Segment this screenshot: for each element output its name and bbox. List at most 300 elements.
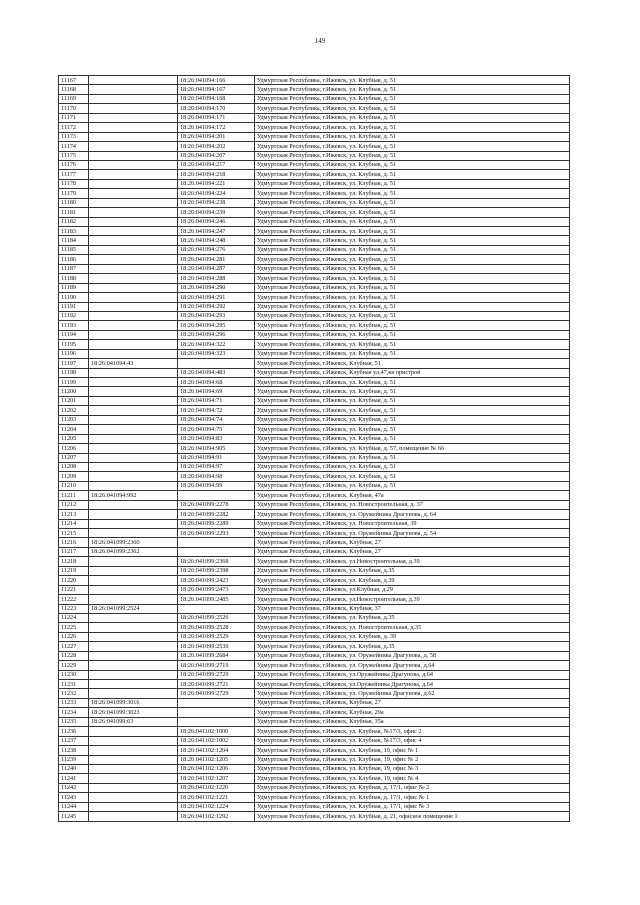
object-address: Удмуртская Республика, г.Ижевск, ул.Оружейника Драгунова, д.64 bbox=[255, 680, 570, 689]
table-row bbox=[59, 189, 570, 198]
object-address: Удмуртская Республика, г.Ижевск, ул. Клубная, д. 39 bbox=[255, 632, 570, 641]
object-address: Удмуртская Республика, г.Ижевск, ул. Клубная, №17/3, офис 4 bbox=[255, 736, 570, 745]
object-cadastral-number: 18:26:041099:2721 bbox=[178, 680, 255, 689]
table-row bbox=[59, 632, 570, 641]
object-cadastral-number: 18:26:041099:2719 bbox=[178, 661, 255, 670]
parcel-cadastral-number bbox=[89, 236, 178, 245]
parcel-cadastral-number bbox=[89, 689, 178, 698]
parcel-cadastral-number bbox=[89, 472, 178, 481]
object-address: Удмуртская Республика, г.Ижевск, Клубная, 27 bbox=[255, 538, 570, 547]
table-row bbox=[59, 104, 570, 113]
row-number: 11244 bbox=[59, 802, 89, 811]
object-address: Удмуртская Республика, г.Ижевск, ул. Оружейника Драгунова, д.64 bbox=[255, 661, 570, 670]
table-row bbox=[59, 755, 570, 764]
object-cadastral-number: 18:26:041094:246 bbox=[178, 217, 255, 226]
parcel-cadastral-number bbox=[89, 274, 178, 283]
row-number: 11231 bbox=[59, 680, 89, 689]
object-cadastral-number: 18:26:041094:68 bbox=[178, 378, 255, 387]
table-row bbox=[59, 746, 570, 755]
parcel-cadastral-number bbox=[89, 500, 178, 509]
row-number: 11216 bbox=[59, 538, 89, 547]
table-row bbox=[59, 802, 570, 811]
row-number: 11207 bbox=[59, 453, 89, 462]
object-address: Удмуртская Республика, г.Ижевск, ул.Оружейника Драгунова, д.64 bbox=[255, 670, 570, 679]
row-number: 11209 bbox=[59, 472, 89, 481]
row-number: 11204 bbox=[59, 425, 89, 434]
row-number: 11227 bbox=[59, 642, 89, 651]
row-number: 11167 bbox=[59, 76, 89, 85]
object-address: Удмуртская Республика, г.Ижевск, ул. Клубная, д. 51 bbox=[255, 132, 570, 141]
object-cadastral-number: 18:26:041094:201 bbox=[178, 132, 255, 141]
object-cadastral-number: 18:26:041094:171 bbox=[178, 113, 255, 122]
parcel-cadastral-number bbox=[89, 434, 178, 443]
object-address: Удмуртская Республика, г.Ижевск, ул. Клубная, д. 51 bbox=[255, 170, 570, 179]
table-row bbox=[59, 132, 570, 141]
object-cadastral-number: 18:26:041094:217 bbox=[178, 160, 255, 169]
row-number: 11229 bbox=[59, 661, 89, 670]
row-number: 11170 bbox=[59, 104, 89, 113]
row-number: 11196 bbox=[59, 349, 89, 358]
object-cadastral-number: 18:26:041102:1204 bbox=[178, 746, 255, 755]
table-row bbox=[59, 708, 570, 717]
object-address: Удмуртская Республика, г.Ижевск, ул. Клубная, 19, офис № 2 bbox=[255, 755, 570, 764]
object-address: Удмуртская Республика, г.Ижевск, ул. Клубная, д. 51 bbox=[255, 434, 570, 443]
parcel-cadastral-number bbox=[89, 85, 178, 94]
object-address: Удмуртская Республика, г.Ижевск, ул.Новостроительная, д.39 bbox=[255, 595, 570, 604]
row-number: 11243 bbox=[59, 793, 89, 802]
object-address: Удмуртская Республика, г.Ижевск, ул. Клубная, д.35 bbox=[255, 566, 570, 575]
parcel-cadastral-number bbox=[89, 255, 178, 264]
parcel-cadastral-number bbox=[89, 802, 178, 811]
parcel-cadastral-number bbox=[89, 170, 178, 179]
parcel-cadastral-number bbox=[89, 774, 178, 783]
parcel-cadastral-number bbox=[89, 444, 178, 453]
row-number: 11195 bbox=[59, 340, 89, 349]
row-number: 11183 bbox=[59, 227, 89, 236]
object-cadastral-number: 18:26:041102:1224 bbox=[178, 802, 255, 811]
row-number: 11201 bbox=[59, 396, 89, 405]
row-number: 11223 bbox=[59, 604, 89, 613]
table-row bbox=[59, 198, 570, 207]
parcel-cadastral-number bbox=[89, 189, 178, 198]
table-row bbox=[59, 76, 570, 85]
object-address: Удмуртская Республика, г.Ижевск, Клубная, 27 bbox=[255, 547, 570, 556]
row-number: 11228 bbox=[59, 651, 89, 660]
table-row bbox=[59, 689, 570, 698]
table-row bbox=[59, 444, 570, 453]
parcel-cadastral-number bbox=[89, 566, 178, 575]
object-address: Удмуртская Республика, г.Ижевск, ул. Клубная, д. 51 bbox=[255, 340, 570, 349]
object-address: Удмуртская Республика, г.Ижевск, ул. Клубная, д.35 bbox=[255, 642, 570, 651]
object-cadastral-number: 18:26:041094:69 bbox=[178, 387, 255, 396]
table-row bbox=[59, 321, 570, 330]
object-cadastral-number: 18:26:041094:168 bbox=[178, 94, 255, 103]
object-cadastral-number: 18:26:041094:239 bbox=[178, 208, 255, 217]
table-row bbox=[59, 208, 570, 217]
object-cadastral-number: 18:26:041094:293 bbox=[178, 311, 255, 320]
object-address: Удмуртская Республика, г.Ижевск, ул. Клубная, д. 17/1, офис № 2 bbox=[255, 783, 570, 792]
object-address: Удмуртская Республика, г.Ижевск, ул. Клубная, д. 51 bbox=[255, 406, 570, 415]
parcel-cadastral-number bbox=[89, 378, 178, 387]
table-row bbox=[59, 227, 570, 236]
object-address: Удмуртская Республика, г.Ижевск, ул.Клубная, д.29 bbox=[255, 585, 570, 594]
table-row bbox=[59, 481, 570, 490]
parcel-cadastral-number bbox=[89, 481, 178, 490]
object-address: Удмуртская Республика, г.Ижевск, ул. Новостроительная, д. 37 bbox=[255, 500, 570, 509]
table-row bbox=[59, 529, 570, 538]
table-row bbox=[59, 406, 570, 415]
parcel-cadastral-number bbox=[89, 123, 178, 132]
row-number: 11235 bbox=[59, 717, 89, 726]
row-number: 11220 bbox=[59, 576, 89, 585]
table-row bbox=[59, 698, 570, 707]
object-address: Удмуртская Республика, г.Ижевск, ул. Клубная, 19, офис № 1 bbox=[255, 746, 570, 755]
parcel-cadastral-number bbox=[89, 311, 178, 320]
table-row bbox=[59, 651, 570, 660]
row-number: 11169 bbox=[59, 94, 89, 103]
table-row bbox=[59, 425, 570, 434]
parcel-cadastral-number bbox=[89, 453, 178, 462]
object-cadastral-number: 18:26:041094:247 bbox=[178, 227, 255, 236]
table-row bbox=[59, 359, 570, 368]
object-address: Удмуртская Республика, г.Ижевск, ул. Клубная, д. 51 bbox=[255, 293, 570, 302]
table-row bbox=[59, 245, 570, 254]
object-address: Удмуртская Республика, г.Ижевск, ул. Оружейника Драгунова, д. 58 bbox=[255, 651, 570, 660]
object-address: Удмуртская Республика, г.Ижевск, ул. Клубная, д. 51 bbox=[255, 283, 570, 292]
parcel-cadastral-number: 18:26:041099:2362 bbox=[89, 547, 178, 556]
object-cadastral-number: 18:26:041094:91 bbox=[178, 453, 255, 462]
parcel-cadastral-number bbox=[89, 623, 178, 632]
object-cadastral-number: 18:26:041094:291 bbox=[178, 293, 255, 302]
object-cadastral-number bbox=[178, 604, 255, 613]
object-cadastral-number: 18:26:041099:2398 bbox=[178, 566, 255, 575]
parcel-cadastral-number bbox=[89, 651, 178, 660]
table-row bbox=[59, 547, 570, 556]
object-address: Удмуртская Республика, г.Ижевск, ул. Клубная, д. 51 bbox=[255, 123, 570, 132]
object-cadastral-number: 18:26:041094:290 bbox=[178, 283, 255, 292]
row-number: 11218 bbox=[59, 557, 89, 566]
parcel-cadastral-number bbox=[89, 680, 178, 689]
object-address: Удмуртская Республика, г.Ижевск, ул. Клубная, д. 51 bbox=[255, 311, 570, 320]
row-number: 11226 bbox=[59, 632, 89, 641]
table-row bbox=[59, 151, 570, 160]
row-number: 11215 bbox=[59, 529, 89, 538]
row-number: 11189 bbox=[59, 283, 89, 292]
parcel-cadastral-number bbox=[89, 425, 178, 434]
table-row bbox=[59, 510, 570, 519]
object-address: Удмуртская Республика, г.Ижевск, ул. Клубная, д. 51 bbox=[255, 378, 570, 387]
object-address: Удмуртская Республика, г.Ижевск, ул. Клубная, 19, офис № 3 bbox=[255, 764, 570, 773]
object-address: Удмуртская Республика, г.Ижевск, ул. Клубная, д. 51 bbox=[255, 113, 570, 122]
object-address: Удмуртская Республика, г.Ижевск, ул. Клубная, д. 51 bbox=[255, 179, 570, 188]
object-address: Удмуртская Республика, г.Ижевск, Клубная, 51 bbox=[255, 359, 570, 368]
object-cadastral-number: 18:26:041094:72 bbox=[178, 406, 255, 415]
object-cadastral-number: 18:26:041094:97 bbox=[178, 462, 255, 471]
object-cadastral-number: 18:26:041094:224 bbox=[178, 189, 255, 198]
row-number: 11230 bbox=[59, 670, 89, 679]
object-cadastral-number: 18:26:041094:287 bbox=[178, 264, 255, 273]
parcel-cadastral-number bbox=[89, 264, 178, 273]
table-row bbox=[59, 330, 570, 339]
parcel-cadastral-number: 18:26:041099:3016 bbox=[89, 698, 178, 707]
table-row bbox=[59, 623, 570, 632]
row-number: 11222 bbox=[59, 595, 89, 604]
object-address: Удмуртская Республика, г.Ижевск, ул. Клубная, д. 57, помещение № 66 bbox=[255, 444, 570, 453]
object-cadastral-number: 18:26:041094:322 bbox=[178, 340, 255, 349]
table-row bbox=[59, 793, 570, 802]
object-cadastral-number: 18:26:041099:2530 bbox=[178, 642, 255, 651]
parcel-cadastral-number bbox=[89, 557, 178, 566]
parcel-cadastral-number: 18:26:041099:3023 bbox=[89, 708, 178, 717]
object-cadastral-number: 18:26:041094:288 bbox=[178, 274, 255, 283]
object-address: Удмуртская Республика, г.Ижевск, ул. Клубная, д. 51 bbox=[255, 453, 570, 462]
object-cadastral-number: 18:26:041094:281 bbox=[178, 255, 255, 264]
object-cadastral-number: 18:26:041099:2293 bbox=[178, 529, 255, 538]
parcel-cadastral-number bbox=[89, 245, 178, 254]
parcel-cadastral-number bbox=[89, 321, 178, 330]
parcel-cadastral-number bbox=[89, 104, 178, 113]
object-cadastral-number: 18:26:041094:99 bbox=[178, 481, 255, 490]
object-cadastral-number: 18:26:041094:83 bbox=[178, 434, 255, 443]
object-cadastral-number: 18:26:041094:170 bbox=[178, 104, 255, 113]
row-number: 11208 bbox=[59, 462, 89, 471]
row-number: 11240 bbox=[59, 764, 89, 773]
object-address: Удмуртская Республика, г.Ижевск, ул. Клубная, д. 51 bbox=[255, 321, 570, 330]
object-cadastral-number: 18:26:041099:2278 bbox=[178, 500, 255, 509]
row-number: 11179 bbox=[59, 189, 89, 198]
parcel-cadastral-number bbox=[89, 585, 178, 594]
object-cadastral-number bbox=[178, 717, 255, 726]
row-number: 11190 bbox=[59, 293, 89, 302]
row-number: 11224 bbox=[59, 613, 89, 622]
row-number: 11184 bbox=[59, 236, 89, 245]
parcel-cadastral-number bbox=[89, 510, 178, 519]
row-number: 11173 bbox=[59, 132, 89, 141]
parcel-cadastral-number bbox=[89, 132, 178, 141]
object-cadastral-number bbox=[178, 708, 255, 717]
table-row bbox=[59, 302, 570, 311]
parcel-cadastral-number bbox=[89, 293, 178, 302]
object-cadastral-number: 18:26:041094:166 bbox=[178, 76, 255, 85]
parcel-cadastral-number bbox=[89, 208, 178, 217]
object-address: Удмуртская Республика, г.Ижевск, ул. Клубная, д. 51 bbox=[255, 208, 570, 217]
parcel-cadastral-number bbox=[89, 529, 178, 538]
table-row bbox=[59, 462, 570, 471]
table-row bbox=[59, 585, 570, 594]
object-cadastral-number: 18:26:041094:202 bbox=[178, 142, 255, 151]
table-row bbox=[59, 311, 570, 320]
row-number: 11174 bbox=[59, 142, 89, 151]
parcel-cadastral-number bbox=[89, 349, 178, 358]
row-number: 11192 bbox=[59, 311, 89, 320]
object-cadastral-number: 18:26:041094:172 bbox=[178, 123, 255, 132]
table-row bbox=[59, 519, 570, 528]
object-cadastral-number: 18:26:041102:1002 bbox=[178, 736, 255, 745]
table-row bbox=[59, 774, 570, 783]
object-address: Удмуртская Республика, г.Ижевск, ул. Оружейника Драгунова, д. 64 bbox=[255, 510, 570, 519]
object-address: Удмуртская Республика, г.Ижевск, ул. Оружейника Драгунова, д.62 bbox=[255, 689, 570, 698]
parcel-cadastral-number bbox=[89, 368, 178, 377]
row-number: 11205 bbox=[59, 434, 89, 443]
table-row bbox=[59, 160, 570, 169]
object-cadastral-number: 18:26:041094:75 bbox=[178, 425, 255, 434]
row-number: 11206 bbox=[59, 444, 89, 453]
object-cadastral-number: 18:26:041094:74 bbox=[178, 415, 255, 424]
object-address: Удмуртская Республика, г.Ижевск, Клубная, 27 bbox=[255, 698, 570, 707]
object-address: Удмуртская Республика, г.Ижевск, ул. Клубная, д. 51 bbox=[255, 330, 570, 339]
object-cadastral-number: 18:26:041094:323 bbox=[178, 349, 255, 358]
table-row bbox=[59, 491, 570, 500]
object-address: Удмуртская Республика, г.Ижевск, ул. Клубная, д. 51 bbox=[255, 264, 570, 273]
parcel-cadastral-number bbox=[89, 736, 178, 745]
parcel-cadastral-number bbox=[89, 793, 178, 802]
object-cadastral-number: 18:26:041094:248 bbox=[178, 236, 255, 245]
row-number: 11239 bbox=[59, 755, 89, 764]
table-row bbox=[59, 453, 570, 462]
table-row bbox=[59, 387, 570, 396]
row-number: 11185 bbox=[59, 245, 89, 254]
row-number: 11197 bbox=[59, 359, 89, 368]
object-address: Удмуртская Республика, г.Ижевск, Клубная ул,47,кв пристрой bbox=[255, 368, 570, 377]
object-address: Удмуртская Республика, г.Ижевск, ул. Клубная, д. 51 bbox=[255, 481, 570, 490]
object-cadastral-number: 18:26:041102:1205 bbox=[178, 755, 255, 764]
parcel-cadastral-number bbox=[89, 415, 178, 424]
table-row bbox=[59, 595, 570, 604]
object-address: Удмуртская Республика, г.Ижевск, ул. Клубная, д. 51 bbox=[255, 142, 570, 151]
row-number: 11221 bbox=[59, 585, 89, 594]
parcel-cadastral-number: 18:26:041099:2360 bbox=[89, 538, 178, 547]
parcel-cadastral-number bbox=[89, 746, 178, 755]
row-number: 11171 bbox=[59, 113, 89, 122]
object-address: Удмуртская Республика, г.Ижевск, ул. Клубная, д. 51 bbox=[255, 349, 570, 358]
object-cadastral-number bbox=[178, 359, 255, 368]
parcel-cadastral-number bbox=[89, 812, 178, 821]
parcel-cadastral-number bbox=[89, 283, 178, 292]
object-cadastral-number: 18:26:041102:1207 bbox=[178, 774, 255, 783]
table-row bbox=[59, 349, 570, 358]
object-address: Удмуртская Республика, г.Ижевск, ул. Клубная, д. 51 bbox=[255, 302, 570, 311]
object-cadastral-number: 18:26:041099:2528 bbox=[178, 623, 255, 632]
object-cadastral-number bbox=[178, 491, 255, 500]
registry-table-body bbox=[59, 76, 570, 822]
parcel-cadastral-number bbox=[89, 302, 178, 311]
object-cadastral-number: 18:26:041094:71 bbox=[178, 396, 255, 405]
table-row bbox=[59, 576, 570, 585]
table-row bbox=[59, 727, 570, 736]
parcel-cadastral-number bbox=[89, 519, 178, 528]
object-cadastral-number bbox=[178, 538, 255, 547]
table-row bbox=[59, 264, 570, 273]
table-row bbox=[59, 368, 570, 377]
table-row bbox=[59, 670, 570, 679]
parcel-cadastral-number bbox=[89, 217, 178, 226]
row-number: 11225 bbox=[59, 623, 89, 632]
object-cadastral-number: 18:26:041099:2485 bbox=[178, 595, 255, 604]
object-cadastral-number: 18:26:041094:483 bbox=[178, 368, 255, 377]
table-row bbox=[59, 255, 570, 264]
table-row bbox=[59, 604, 570, 613]
object-cadastral-number: 18:26:041094:295 bbox=[178, 321, 255, 330]
object-address: Удмуртская Республика, г.Ижевск, ул. Клубная, д. 21, офисное помещение 1 bbox=[255, 812, 570, 821]
parcel-cadastral-number bbox=[89, 764, 178, 773]
object-cadastral-number: 18:26:041102:1221 bbox=[178, 793, 255, 802]
row-number: 11232 bbox=[59, 689, 89, 698]
row-number: 11177 bbox=[59, 170, 89, 179]
parcel-cadastral-number bbox=[89, 387, 178, 396]
object-cadastral-number: 18:26:041102:1206 bbox=[178, 764, 255, 773]
object-address: Удмуртская Республика, г.Ижевск, ул. Клубная, д. 51 bbox=[255, 236, 570, 245]
row-number: 11198 bbox=[59, 368, 89, 377]
object-cadastral-number: 18:26:041099:2529 bbox=[178, 632, 255, 641]
table-row bbox=[59, 293, 570, 302]
row-number: 11234 bbox=[59, 708, 89, 717]
parcel-cadastral-number bbox=[89, 755, 178, 764]
object-cadastral-number: 18:26:041094:167 bbox=[178, 85, 255, 94]
table-row bbox=[59, 557, 570, 566]
row-number: 11203 bbox=[59, 415, 89, 424]
row-number: 11168 bbox=[59, 85, 89, 94]
row-number: 11178 bbox=[59, 179, 89, 188]
row-number: 11186 bbox=[59, 255, 89, 264]
parcel-cadastral-number: 18:26:041099:2524 bbox=[89, 604, 178, 613]
table-row bbox=[59, 415, 570, 424]
object-address: Удмуртская Республика, г.Ижевск, ул. Клубная, д. 51 bbox=[255, 104, 570, 113]
object-address: Удмуртская Республика, г.Ижевск, ул.Новостроительная, д.39 bbox=[255, 557, 570, 566]
object-cadastral-number: 18:26:041094:218 bbox=[178, 170, 255, 179]
object-address: Удмуртская Республика, г.Ижевск, ул. Клубная, №17/3, офис 2 bbox=[255, 727, 570, 736]
row-number: 11182 bbox=[59, 217, 89, 226]
parcel-cadastral-number bbox=[89, 462, 178, 471]
table-row bbox=[59, 642, 570, 651]
object-cadastral-number: 18:26:041102:1292 bbox=[178, 812, 255, 821]
table-row bbox=[59, 613, 570, 622]
parcel-cadastral-number: 18:26:041094:43 bbox=[89, 359, 178, 368]
parcel-cadastral-number bbox=[89, 142, 178, 151]
table-row bbox=[59, 170, 570, 179]
parcel-cadastral-number bbox=[89, 783, 178, 792]
object-address: Удмуртская Республика, г.Ижевск, ул. Клубная, д. 51 bbox=[255, 415, 570, 424]
row-number: 11219 bbox=[59, 566, 89, 575]
parcel-cadastral-number bbox=[89, 613, 178, 622]
row-number: 11187 bbox=[59, 264, 89, 273]
table-row bbox=[59, 717, 570, 726]
object-address: Удмуртская Республика, г.Ижевск, ул. Новостроительная, 39 bbox=[255, 519, 570, 528]
object-address: Удмуртская Республика, г.Ижевск, ул. Клубная, д. 51 bbox=[255, 274, 570, 283]
row-number: 11188 bbox=[59, 274, 89, 283]
object-address: Удмуртская Республика, г.Ижевск, ул. Оружейника Драгунова, д. 54 bbox=[255, 529, 570, 538]
row-number: 11237 bbox=[59, 736, 89, 745]
parcel-cadastral-number bbox=[89, 661, 178, 670]
registry-table bbox=[58, 75, 570, 822]
table-row bbox=[59, 764, 570, 773]
object-address: Удмуртская Республика, г.Ижевск, ул. Клубная, д. 51 bbox=[255, 189, 570, 198]
object-cadastral-number: 18:26:041094:207 bbox=[178, 151, 255, 160]
row-number: 11217 bbox=[59, 547, 89, 556]
object-address: Удмуртская Республика, г.Ижевск, ул. Клубная, д. 17/1, офис № 1 bbox=[255, 793, 570, 802]
parcel-cadastral-number bbox=[89, 198, 178, 207]
table-row bbox=[59, 217, 570, 226]
table-row bbox=[59, 236, 570, 245]
row-number: 11194 bbox=[59, 330, 89, 339]
table-row bbox=[59, 812, 570, 821]
parcel-cadastral-number: 18:26:041099:63 bbox=[89, 717, 178, 726]
object-address: Удмуртская Республика, г.Ижевск, Клубная, 47а bbox=[255, 491, 570, 500]
object-address: Удмуртская Республика, г.Ижевск, ул. Клубная, д. 51 bbox=[255, 387, 570, 396]
table-row bbox=[59, 566, 570, 575]
object-address: Удмуртская Республика, г.Ижевск, ул. Клубная, д.39 bbox=[255, 576, 570, 585]
object-address: Удмуртская Республика, г.Ижевск, ул. Клубная, 19, офис № 4 bbox=[255, 774, 570, 783]
parcel-cadastral-number bbox=[89, 151, 178, 160]
